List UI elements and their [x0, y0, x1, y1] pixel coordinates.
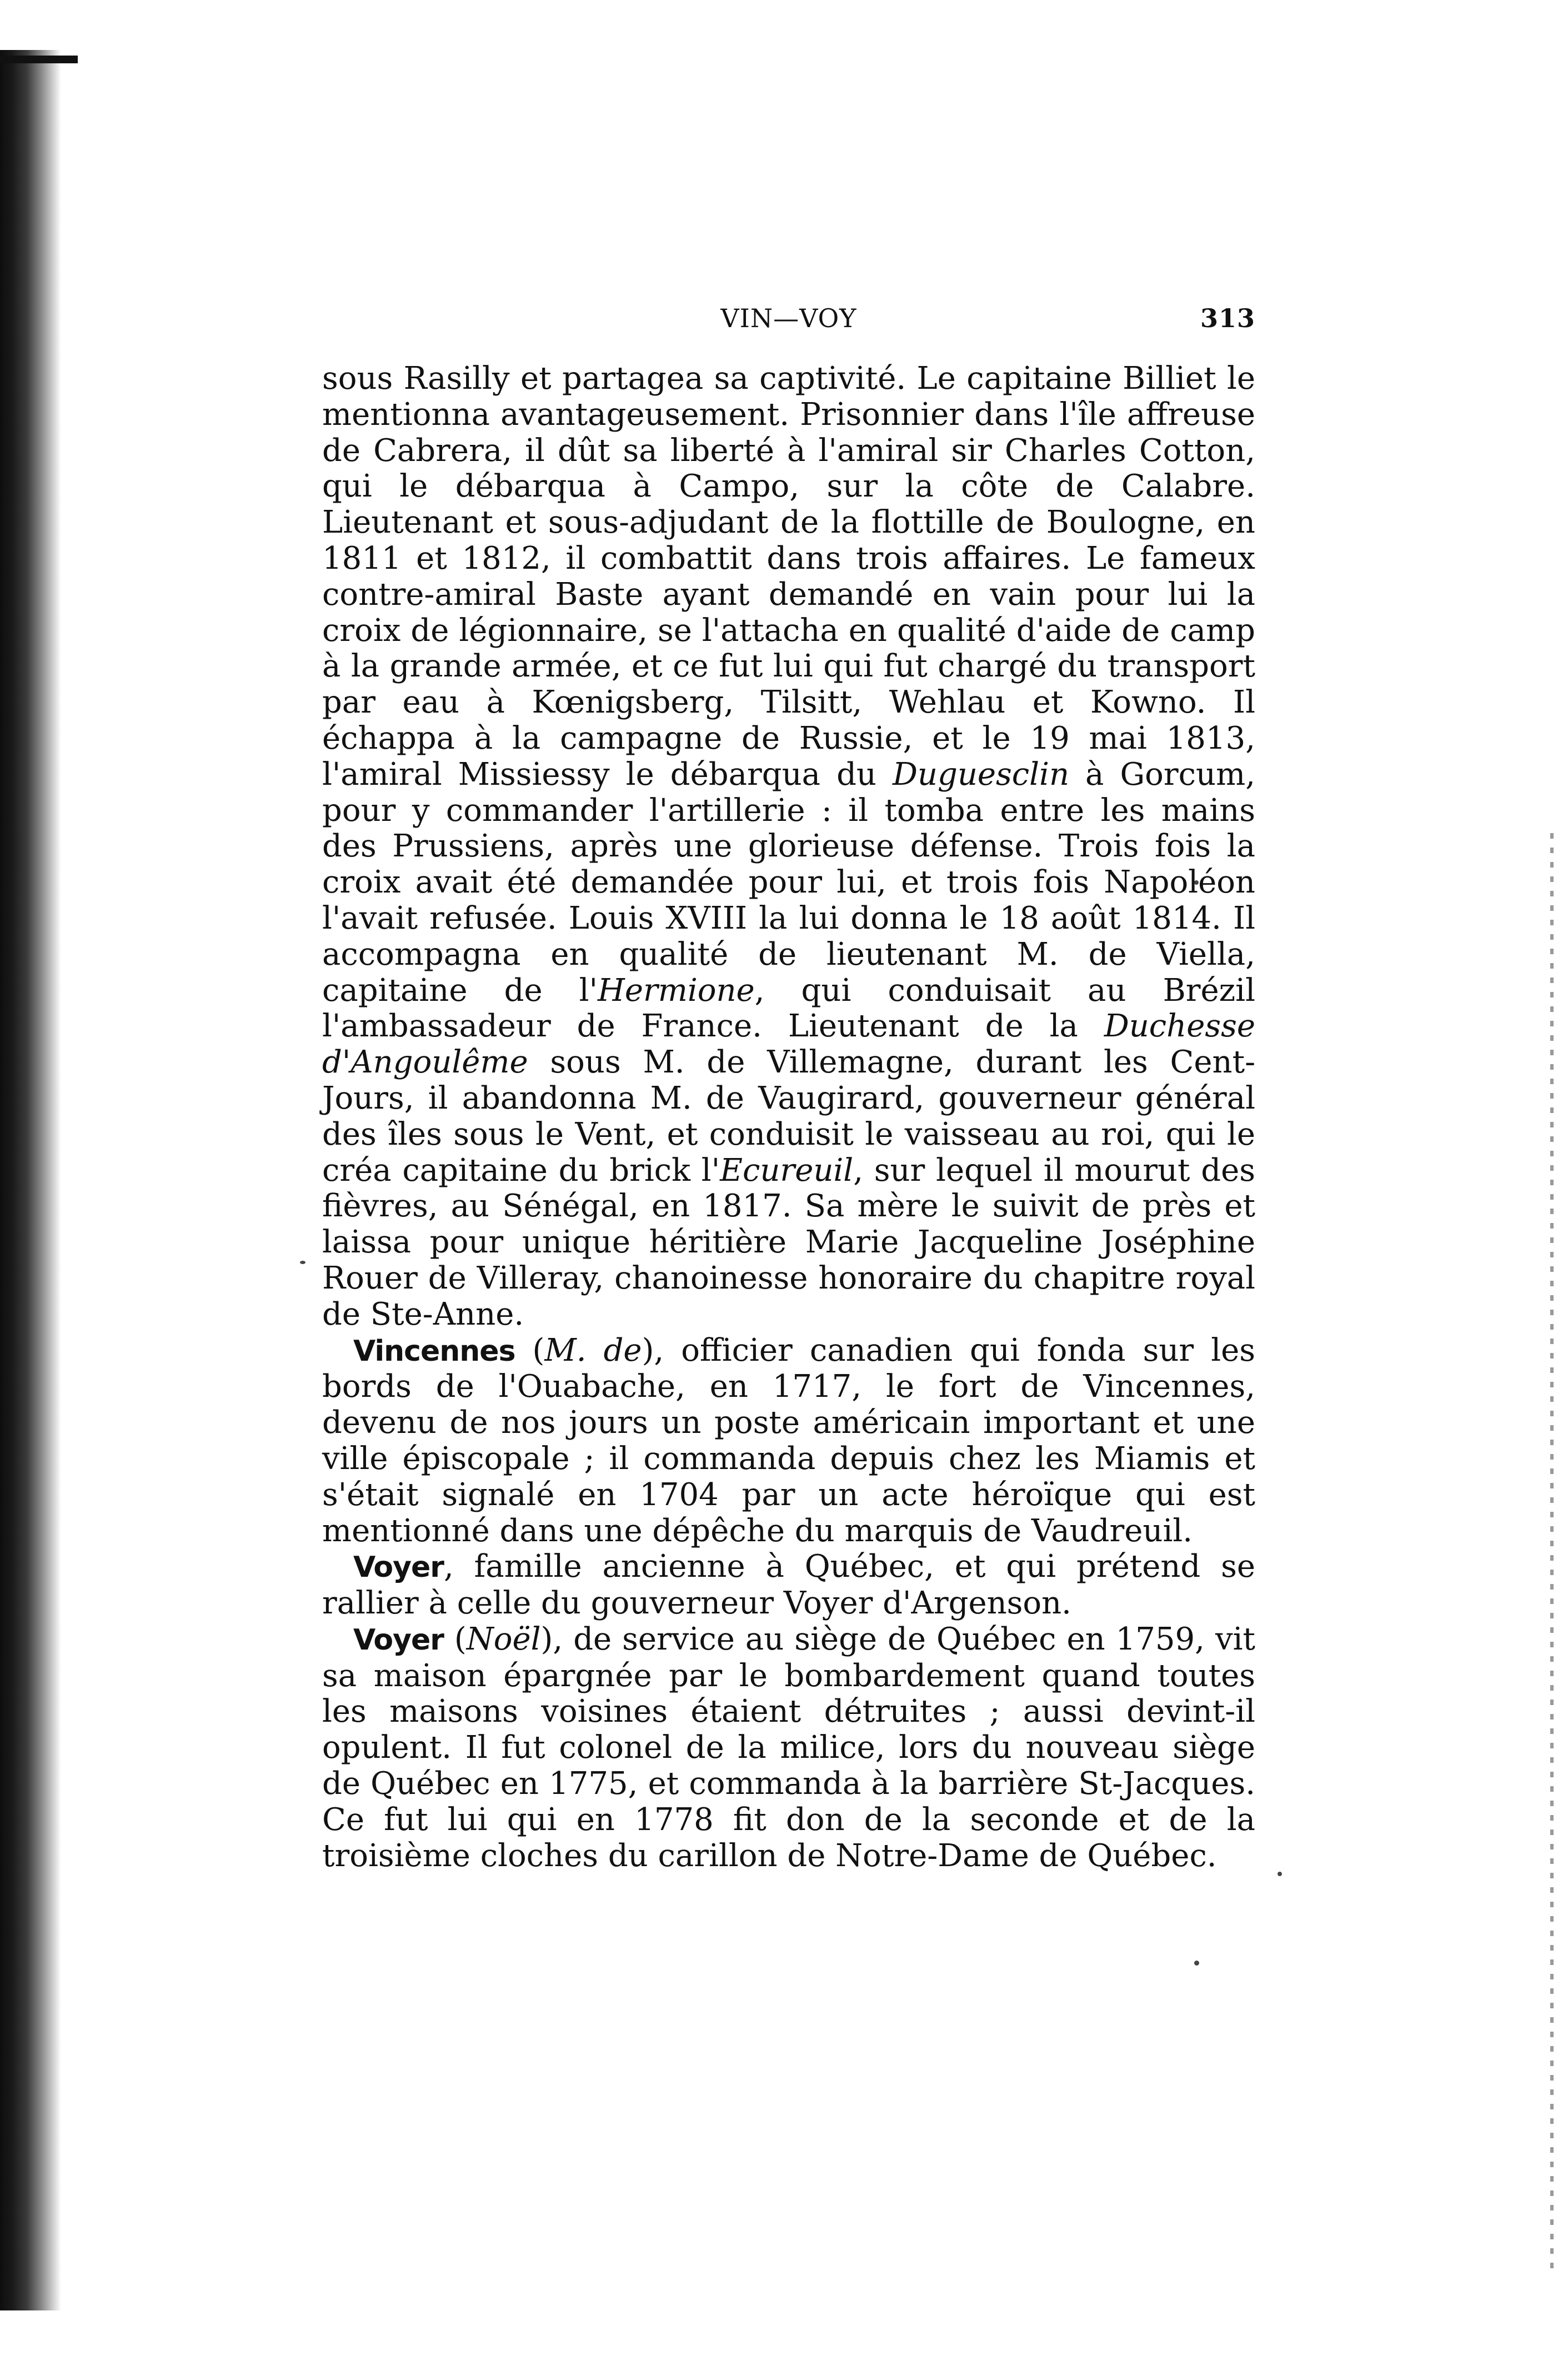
- entry-text: , famille ancienne à Québec, et qui prétend se rallier à celle du gouverneur Voyer d'Argenson.: [322, 1548, 1255, 1622]
- scan-binding-shadow: [0, 50, 61, 2310]
- paragraph-text: à Gorcum, pour y commander l'artillerie : il tomba entre les mains des Prussiens, après une glorieuse défense. Trois fois la croix avait été demandée pour lui, et trois fois Napoléon l'avait refusée. Louis XVIII la lui donna le 18 août 1814. Il accompagna en qualité de lieutenant M. de Viella, capitaine de l': [322, 756, 1256, 1009]
- scan-speck: [1278, 1872, 1282, 1876]
- entry-text: officier canadien qui fonda sur les bords de l'Ouabache, en 1717, le fort de Vincennes, devenu de nos jours un poste américain important et une ville épiscopale ; il commanda depuis chez les Miamis et s'était signalé en 1704 par un acte héroïque qui est mentionné dans une dépêche du marquis de Vaudreuil.: [322, 1332, 1256, 1549]
- entry-voyer-noel: [322, 1622, 1255, 1874]
- paren-open: (: [515, 1332, 545, 1369]
- scan-speck: [1194, 1961, 1199, 1966]
- entry-headword: Vincennes: [353, 1334, 515, 1368]
- entry-headword: Voyer: [353, 1551, 444, 1585]
- ship-name: Ecureuil: [720, 1152, 854, 1189]
- ship-name: Duguesclin: [893, 756, 1070, 793]
- continuation-paragraph: [322, 361, 1255, 1333]
- paragraph-text: , sur lequel il mourut des fièvres, au Sénégal, en 1817. Sa mère le suivit de près et laissa pour unique héritière Marie Jacqueline Joséphine Rouer de Villeray, chanoinesse honoraire du chapitre royal de Ste-Anne.: [322, 1152, 1255, 1332]
- ship-name: Hermione: [597, 972, 755, 1009]
- page-number: 313: [1200, 303, 1255, 333]
- paren-close: ),: [540, 1621, 574, 1657]
- running-head: VIN—VOY: [720, 303, 857, 333]
- entry-vincennes: [322, 1333, 1255, 1550]
- paragraph-text: sous Rasilly et partagea sa captivité. Le capitaine Billiet le mentionna avantageusement. Prisonnier dans l'île affreuse de Cabrera, il dût sa liberté à l'amiral sir Charles Cotton, qui le débarqua à Campo, sur la côte de Calabre. Lieutenant et sous-adjudant de la flottille de Boulogne, en 1811 et 1812, il combattit dans trois affaires. Le fameux contre-amiral Baste ayant demandé en vain pour lui la croix de légionnaire, se l'attacha en qualité d'aide de camp à la grande armée, et ce fut lui qui fut chargé du transport par eau à Kœnigsberg, Tilsitt, Wehlau et Kowno. Il échappa à la campagne de Russie, et le 19 mai 1813, l'amiral Missiessy le débarqua du: [322, 360, 1255, 793]
- entry-qualifier: M. de: [544, 1332, 642, 1369]
- entry-qualifier: Noël: [466, 1621, 541, 1657]
- paragraph-text: , qui conduisait au Brézil l'ambassadeur de France. Lieutenant de la: [322, 972, 1255, 1045]
- page-body: [322, 361, 1255, 1874]
- scan-speck: [300, 1261, 305, 1264]
- ship-name: Duchesse d'Angoulême: [322, 1008, 1255, 1081]
- page-header: [322, 300, 1255, 344]
- paren-open: (: [443, 1621, 467, 1657]
- scan-binding-mark: [0, 56, 78, 63]
- scan-right-edge: [1550, 833, 1554, 2277]
- book-page: [322, 300, 1255, 1874]
- paren-close: ),: [642, 1332, 682, 1369]
- entry-voyer-family: [322, 1549, 1255, 1622]
- paragraph-text: sous M. de Villemagne, durant les Cent-Jours, il abandonna M. de Vaugirard, gouverneur général des îles sous le Vent, et conduisit le vaisseau au roi, qui le créa capitaine du brick l': [322, 1044, 1255, 1189]
- entry-text: de service au siège de Québec en 1759, vit sa maison épargnée par le bombardement quand toutes les maisons voisines étaient détruites ; aussi devint-il opulent. Il fut colonel de la milice, lors du nouveau siège de Québec en 1775, et commanda à la barrière St-Jacques. Ce fut lui qui en 1778 fit don de la seconde et de la troisième cloches du carillon de Notre-Dame de Québec.: [322, 1621, 1256, 1874]
- entry-headword: Voyer: [353, 1623, 444, 1657]
